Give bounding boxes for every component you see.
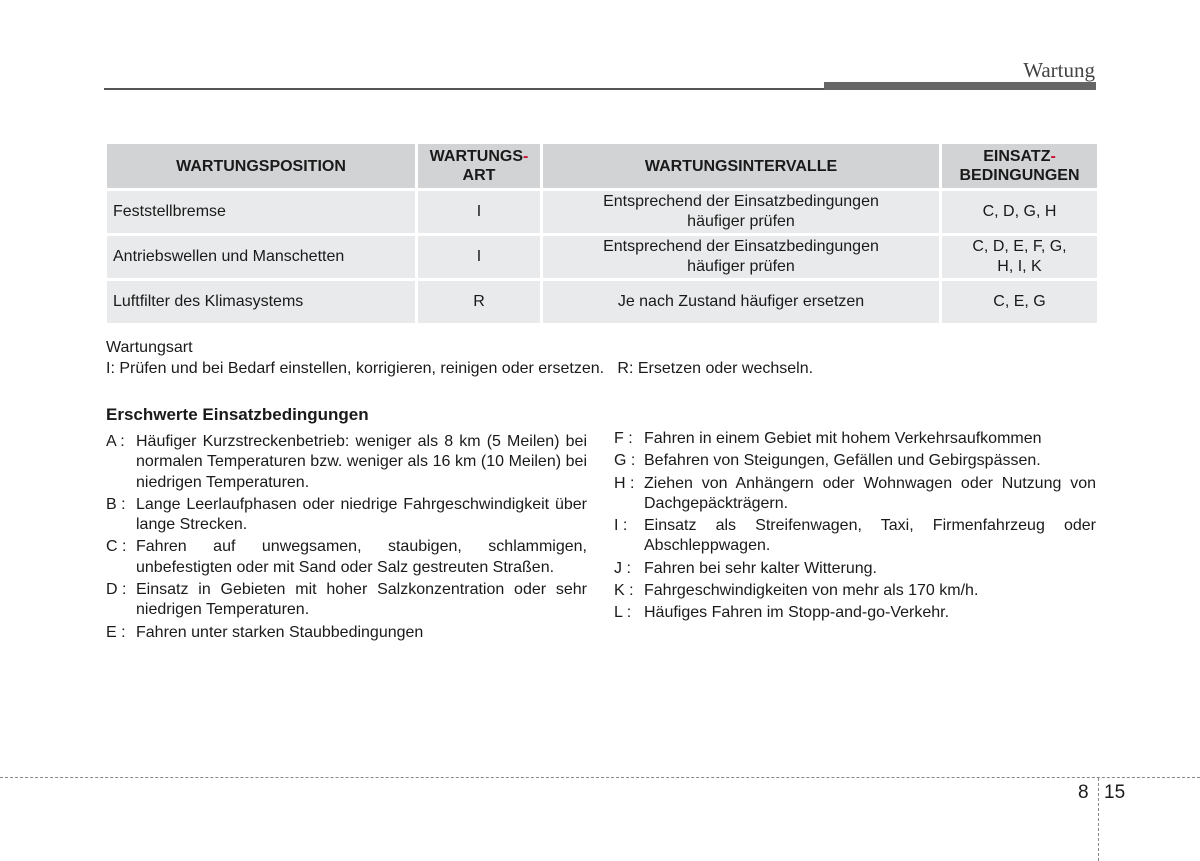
- cell-position: Feststellbremse: [107, 191, 415, 233]
- header-type-hyphen: -: [523, 148, 529, 165]
- condition-text: Lange Leerlaufphasen oder niedrige Fahrgeschwindigkeit über lange Strecken.: [136, 495, 587, 534]
- table-row: [107, 191, 1097, 233]
- cell-conditions: [942, 281, 1097, 323]
- table-header-row: [107, 144, 1097, 188]
- header-rule: [104, 88, 824, 90]
- header-position: WARTUNGSPOSITION: [107, 144, 415, 188]
- list-item: [106, 495, 587, 536]
- condition-text: Häufiges Fahren im Stopp-and-go-Verkehr.: [644, 604, 950, 622]
- cell-interval-line2: häufiger prüfen: [687, 258, 795, 275]
- cell-conditions: [942, 191, 1097, 233]
- condition-key: F :: [614, 430, 633, 447]
- header-type-part2: ART: [462, 167, 496, 184]
- cell-interval-line1: Entsprechend der Einsatzbedingungen: [603, 238, 879, 255]
- page-number-divider: [1098, 778, 1099, 861]
- list-item: [614, 603, 1096, 623]
- cell-cond-line1: C, D, G, H: [982, 203, 1057, 220]
- condition-text: Fahren in einem Gebiet mit hohem Verkehrsaufkommen: [644, 430, 1042, 447]
- cell-interval: [543, 281, 939, 323]
- cell-interval-line1: Je nach Zustand häufiger ersetzen: [617, 293, 865, 310]
- legend-text: I: Prüfen und bei Bedarf einstellen, korrigieren, reinigen oder ersetzen. R: Ersetzen oder wechseln.: [106, 360, 814, 377]
- cell-cond-line2: H, I, K: [997, 258, 1042, 275]
- list-item: [106, 623, 587, 643]
- cell-cond-line1: C, E, G: [993, 293, 1046, 310]
- condition-key: E :: [106, 623, 126, 641]
- list-item: [106, 580, 587, 621]
- cell-cond-line1: C, D, E, F, G,: [972, 238, 1067, 255]
- header-cond-part1: EINSATZ: [983, 148, 1051, 165]
- condition-text: Häufiger Kurzstreckenbetrieb: weniger als 8 km (5 Meilen) bei normalen Temperaturen bzw. weniger als 16 km (10 Meilen) bei niedrigen Temperaturen.: [136, 433, 587, 491]
- list-item: [106, 432, 587, 493]
- header-interval: WARTUNGSINTERVALLE: [543, 144, 939, 188]
- list-item: [614, 474, 1096, 515]
- conditions-title: Erschwerte Einsatzbedingungen: [106, 405, 369, 424]
- condition-key: K :: [614, 582, 634, 600]
- list-item: [614, 451, 1096, 471]
- condition-key: D :: [106, 581, 127, 599]
- legend-title: Wartungsart: [106, 339, 193, 356]
- header-cond-part2: BEDINGUNGEN: [959, 167, 1080, 184]
- section-title: Wartung: [1023, 58, 1095, 82]
- chapter-number: 8: [1078, 782, 1089, 803]
- cell-position: Luftfilter des Klimasystems: [107, 281, 415, 323]
- maintenance-type-legend: [106, 337, 813, 379]
- condition-text: Fahren auf unwegsamen, staubigen, schlammigen, unbefestigten oder mit Sand oder Salz gestreuten Straßen.: [136, 538, 587, 576]
- condition-key: A :: [106, 433, 125, 450]
- condition-text: Fahren unter starken Staubbedingungen: [136, 623, 424, 641]
- list-item: [614, 516, 1096, 557]
- header-type: [418, 144, 540, 188]
- cell-interval: [543, 236, 939, 278]
- condition-key: H :: [614, 474, 635, 492]
- condition-key: B :: [106, 495, 126, 513]
- list-item: [614, 559, 1096, 579]
- condition-key: I :: [614, 517, 628, 535]
- cell-type: R: [418, 281, 540, 323]
- condition-text: Ziehen von Anhängern oder Wohnwagen oder Nutzung von Dachgepäckträgern.: [644, 474, 1096, 512]
- condition-key: C :: [106, 538, 127, 556]
- conditions-list-left: [106, 432, 587, 645]
- maintenance-table: [104, 141, 1100, 326]
- cell-conditions: [942, 236, 1097, 278]
- cell-interval-line2: häufiger prüfen: [687, 213, 795, 230]
- list-item: [614, 429, 1096, 449]
- condition-text: Einsatz in Gebieten mit hoher Salzkonzentration oder sehr niedrigen Temperaturen.: [136, 581, 587, 619]
- header-type-part1: WARTUNGS: [429, 148, 523, 165]
- cell-interval-line1: Entsprechend der Einsatzbedingungen: [603, 193, 879, 210]
- condition-text: Fahrgeschwindigkeiten von mehr als 170 km/h.: [644, 582, 979, 600]
- list-item: [614, 581, 1096, 601]
- condition-key: G :: [614, 452, 636, 470]
- condition-text: Befahren von Steigungen, Gefällen und Gebirgspässen.: [644, 452, 1041, 470]
- header-cond-hyphen: -: [1050, 148, 1056, 165]
- header-bar: [824, 82, 1096, 90]
- header-conditions: [942, 144, 1097, 188]
- list-item: [106, 537, 587, 578]
- footer-divider: [0, 777, 1200, 778]
- condition-key: L :: [614, 604, 632, 622]
- condition-key: J :: [614, 559, 631, 577]
- condition-text: Fahren bei sehr kalter Witterung.: [644, 559, 877, 577]
- cell-type: I: [418, 236, 540, 278]
- table-row: [107, 281, 1097, 323]
- table-row: [107, 236, 1097, 278]
- cell-type: I: [418, 191, 540, 233]
- conditions-list-right: [614, 429, 1096, 626]
- page-number: 15: [1104, 782, 1126, 803]
- cell-interval: [543, 191, 939, 233]
- condition-text: Einsatz als Streifenwagen, Taxi, Firmenfahrzeug oder Abschleppwagen.: [644, 517, 1096, 555]
- cell-position: Antriebswellen und Manschetten: [107, 236, 415, 278]
